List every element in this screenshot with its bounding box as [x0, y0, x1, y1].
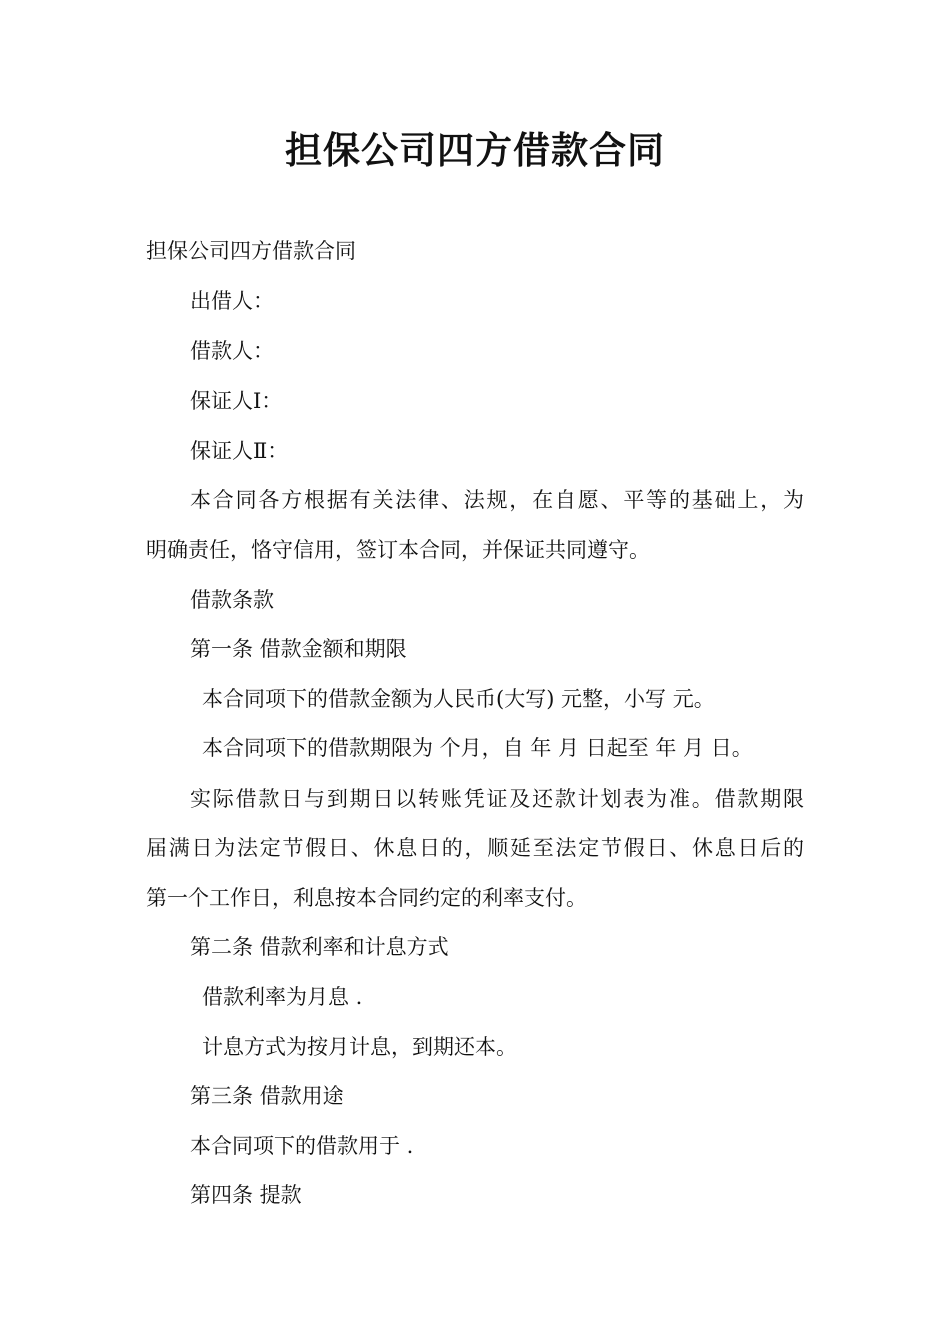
- lender-line: 出借人：: [190, 289, 274, 313]
- article-1-note-line-2: 届满日为法定节假日、休息日的，顺延至法定节假日、休息日后的: [146, 836, 804, 860]
- article-2-rate: 借款利率为月息 .: [202, 985, 363, 1009]
- article-1-note-line-1: 实际借款日与到期日以转账凭证及还款计划表为准。借款期限: [190, 787, 804, 811]
- article-2-interest-method: 计息方式为按月计息，到期还本。: [202, 1035, 517, 1059]
- borrower-line: 借款人：: [190, 339, 274, 363]
- article-1-note-line-3: 第一个工作日，利息按本合同约定的利率支付。: [146, 886, 587, 910]
- article-1-heading: 第一条 借款金额和期限: [190, 637, 407, 661]
- document-title: 担保公司四方借款合同: [285, 129, 665, 172]
- article-3-purpose: 本合同项下的借款用于 .: [190, 1134, 414, 1158]
- article-1-term: 本合同项下的借款期限为 个月，自 年 月 日起至 年 月 日。: [202, 736, 753, 760]
- article-2-heading: 第二条 借款利率和计息方式: [190, 935, 449, 959]
- guarantor-1-line: 保证人Ⅰ：: [190, 389, 283, 413]
- contract-heading: 担保公司四方借款合同: [146, 239, 356, 263]
- article-1-amount: 本合同项下的借款金额为人民币(大写) 元整，小写 元。: [202, 687, 715, 711]
- preamble-line-1: 本合同各方根据有关法律、法规，在自愿、平等的基础上，为: [190, 488, 804, 512]
- preamble-line-2: 明确责任，恪守信用，签订本合同，并保证共同遵守。: [146, 538, 650, 562]
- article-3-heading: 第三条 借款用途: [190, 1084, 344, 1108]
- section-loan-terms: 借款条款: [190, 588, 274, 612]
- article-4-heading: 第四条 提款: [190, 1183, 302, 1207]
- guarantor-2-line: 保证人Ⅱ：: [190, 439, 289, 463]
